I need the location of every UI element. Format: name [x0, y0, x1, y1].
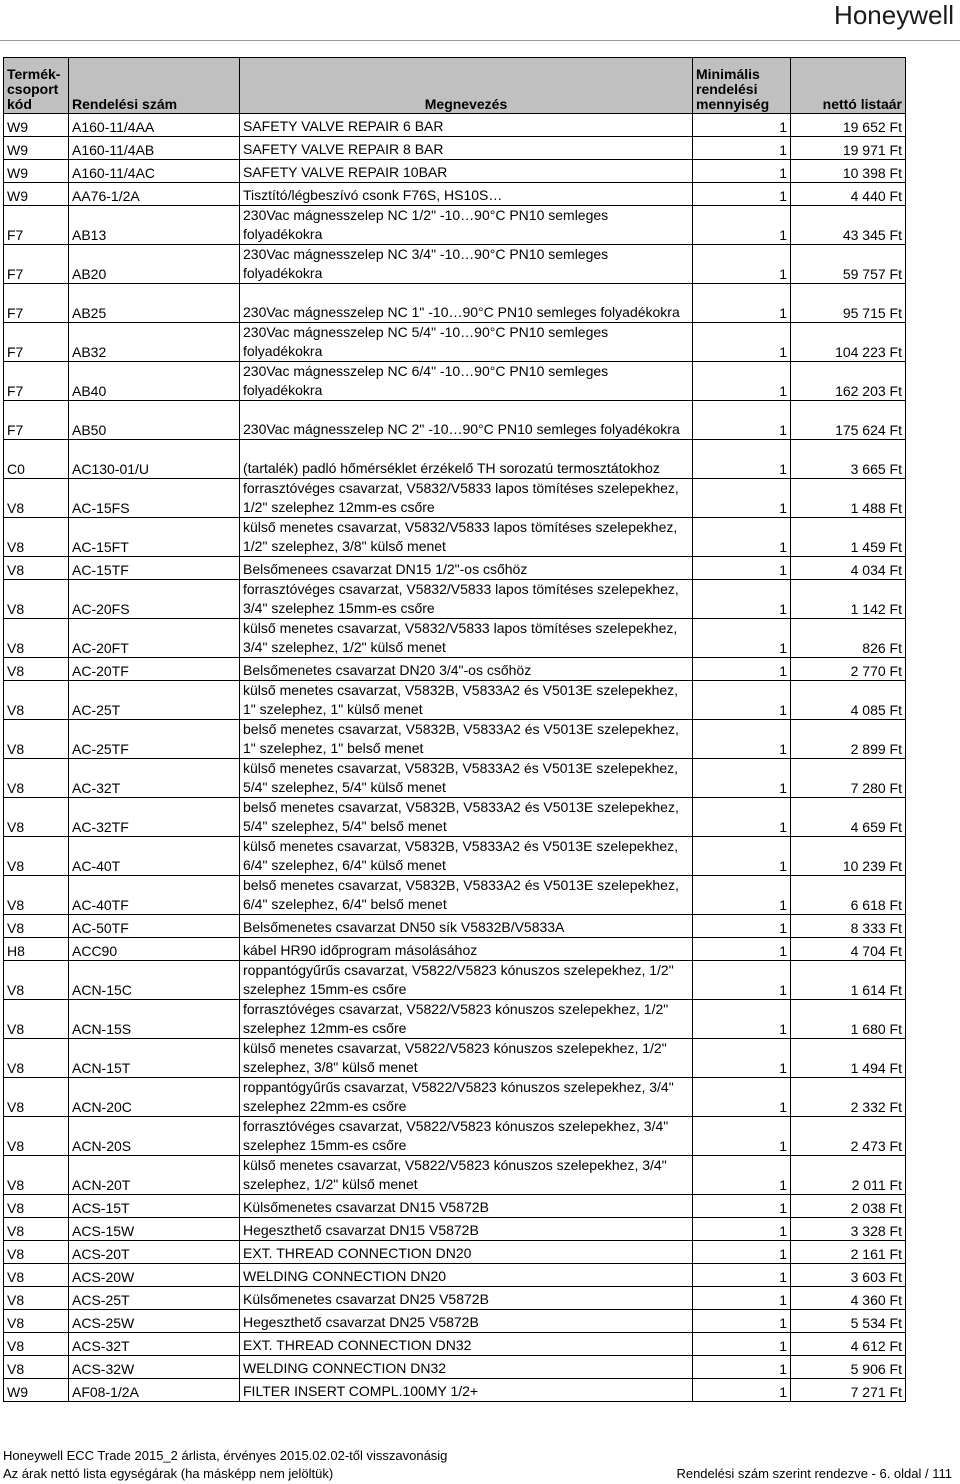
header-order-number: Rendelési szám: [69, 58, 240, 114]
footer-validity: Honeywell ECC Trade 2015_2 árlista, érvényes 2015.02.02-től visszavonásig: [3, 1448, 448, 1463]
order-number-cell: A160-11/4AB: [69, 137, 240, 160]
min-quantity-cell: 1: [693, 1078, 791, 1117]
order-number-cell: A160-11/4AA: [69, 114, 240, 137]
min-quantity-cell: 1: [693, 1156, 791, 1195]
table-row: [4, 720, 906, 759]
product-group-cell: V8: [4, 1241, 69, 1264]
min-quantity-cell: 1: [693, 206, 791, 245]
order-number-cell: ACS-15W: [69, 1218, 240, 1241]
description-cell: SAFETY VALVE REPAIR 6 BAR: [240, 114, 693, 137]
table-row: [4, 1333, 906, 1356]
table-row: [4, 961, 906, 1000]
description-cell: Tisztító/légbeszívó csonk F76S, HS10S…: [240, 183, 693, 206]
min-quantity-cell: 1: [693, 720, 791, 759]
net-price-cell: 19 652 Ft: [791, 114, 906, 137]
order-number-cell: ACS-20W: [69, 1264, 240, 1287]
order-number-cell: AC-15TF: [69, 557, 240, 580]
net-price-cell: 95 715 Ft: [791, 284, 906, 323]
min-quantity-cell: 1: [693, 114, 791, 137]
net-price-cell: 3 603 Ft: [791, 1264, 906, 1287]
description-cell: belső menetes csavarzat, V5832B, V5833A2 és V5013E szelepekhez, 5/4" szelephez, 5/4" belső menet: [240, 798, 693, 837]
description-cell: FILTER INSERT COMPL.100MY 1/2+: [240, 1379, 693, 1402]
brand-logo-text: Honeywell: [834, 0, 954, 30]
table-row: [4, 1117, 906, 1156]
table-body: [4, 114, 906, 1402]
table-row: [4, 759, 906, 798]
order-number-cell: AA76-1/2A: [69, 183, 240, 206]
net-price-cell: 1 488 Ft: [791, 479, 906, 518]
table-row: [4, 938, 906, 961]
table-row: [4, 1379, 906, 1402]
table-row: [4, 1241, 906, 1264]
product-group-cell: V8: [4, 1310, 69, 1333]
order-number-cell: AC130-01/U: [69, 440, 240, 479]
order-number-cell: AC-20TF: [69, 658, 240, 681]
min-quantity-cell: 1: [693, 961, 791, 1000]
order-number-cell: AC-25T: [69, 681, 240, 720]
order-number-cell: AC-20FT: [69, 619, 240, 658]
net-price-cell: 4 360 Ft: [791, 1287, 906, 1310]
order-number-cell: ACN-15T: [69, 1039, 240, 1078]
table-row: [4, 206, 906, 245]
description-cell: EXT. THREAD CONNECTION DN32: [240, 1333, 693, 1356]
min-quantity-cell: 1: [693, 1117, 791, 1156]
product-group-cell: F7: [4, 401, 69, 440]
description-cell: Hegeszthető csavarzat DN25 V5872B: [240, 1310, 693, 1333]
min-quantity-cell: 1: [693, 401, 791, 440]
net-price-cell: 7 271 Ft: [791, 1379, 906, 1402]
description-cell: 230Vac mágnesszelep NC 6/4" -10…90°C PN10 semleges folyadékokra: [240, 362, 693, 401]
product-group-cell: V8: [4, 557, 69, 580]
product-group-cell: V8: [4, 915, 69, 938]
product-group-cell: V8: [4, 759, 69, 798]
product-group-cell: V8: [4, 876, 69, 915]
product-group-cell: V8: [4, 1218, 69, 1241]
table-row: [4, 837, 906, 876]
order-number-cell: AB20: [69, 245, 240, 284]
net-price-cell: 4 440 Ft: [791, 183, 906, 206]
order-number-cell: ACN-20T: [69, 1156, 240, 1195]
min-quantity-cell: 1: [693, 1241, 791, 1264]
table-row: [4, 245, 906, 284]
description-cell: (tartalék) padló hőmérséklet érzékelő TH sorozatú termosztátokhoz: [240, 440, 693, 479]
min-quantity-cell: 1: [693, 1218, 791, 1241]
table-row: [4, 323, 906, 362]
product-group-cell: F7: [4, 206, 69, 245]
order-number-cell: AC-40T: [69, 837, 240, 876]
order-number-cell: A160-11/4AC: [69, 160, 240, 183]
product-group-cell: H8: [4, 938, 69, 961]
order-number-cell: AB40: [69, 362, 240, 401]
description-cell: külső menetes csavarzat, V5832B, V5833A2 és V5013E szelepekhez, 1" szelephez, 1" külső menet: [240, 681, 693, 720]
description-cell: roppantógyűrűs csavarzat, V5822/V5823 kónuszos szelepekhez, 3/4" szelephez 22mm-es csőre: [240, 1078, 693, 1117]
product-group-cell: V8: [4, 580, 69, 619]
table-row: [4, 1356, 906, 1379]
table-row: [4, 440, 906, 479]
min-quantity-cell: 1: [693, 137, 791, 160]
min-quantity-cell: 1: [693, 915, 791, 938]
product-group-cell: V8: [4, 1356, 69, 1379]
footer-notes: [3, 1466, 958, 1481]
table-row: [4, 284, 906, 323]
net-price-cell: 2 473 Ft: [791, 1117, 906, 1156]
order-number-cell: AC-15FS: [69, 479, 240, 518]
table-row: [4, 1195, 906, 1218]
table-row: [4, 557, 906, 580]
order-number-cell: AC-25TF: [69, 720, 240, 759]
net-price-cell: 7 280 Ft: [791, 759, 906, 798]
product-group-cell: V8: [4, 1333, 69, 1356]
header-min-quantity: Minimális rendelési mennyiség: [693, 58, 791, 114]
net-price-cell: 19 971 Ft: [791, 137, 906, 160]
table-header-row: [4, 58, 906, 114]
order-number-cell: ACS-32T: [69, 1333, 240, 1356]
product-group-cell: F7: [4, 362, 69, 401]
net-price-cell: 1 680 Ft: [791, 1000, 906, 1039]
table-row: [4, 114, 906, 137]
min-quantity-cell: 1: [693, 580, 791, 619]
min-quantity-cell: 1: [693, 681, 791, 720]
order-number-cell: AC-50TF: [69, 915, 240, 938]
product-group-cell: W9: [4, 1379, 69, 1402]
table-row: [4, 1000, 906, 1039]
product-group-cell: F7: [4, 245, 69, 284]
min-quantity-cell: 1: [693, 1333, 791, 1356]
product-group-cell: V8: [4, 798, 69, 837]
description-cell: Belsőmenetes csavarzat DN20 3/4"-os csőhöz: [240, 658, 693, 681]
table-row: [4, 658, 906, 681]
description-cell: forrasztóvéges csavarzat, V5822/V5823 kónuszos szelepekhez, 1/2" szelephez 12mm-es csőre: [240, 1000, 693, 1039]
min-quantity-cell: 1: [693, 876, 791, 915]
product-group-cell: V8: [4, 1156, 69, 1195]
order-number-cell: AB13: [69, 206, 240, 245]
min-quantity-cell: 1: [693, 759, 791, 798]
net-price-cell: 1 459 Ft: [791, 518, 906, 557]
description-cell: Belsőmenetes csavarzat DN50 sík V5832B/V5833A: [240, 915, 693, 938]
order-number-cell: ACS-25T: [69, 1287, 240, 1310]
description-cell: Külsőmenetes csavarzat DN15 V5872B: [240, 1195, 693, 1218]
product-group-cell: V8: [4, 1039, 69, 1078]
min-quantity-cell: 1: [693, 479, 791, 518]
min-quantity-cell: 1: [693, 518, 791, 557]
min-quantity-cell: 1: [693, 1356, 791, 1379]
net-price-cell: 8 333 Ft: [791, 915, 906, 938]
table-row: [4, 798, 906, 837]
net-price-cell: 6 618 Ft: [791, 876, 906, 915]
table-row: [4, 1310, 906, 1333]
description-cell: külső menetes csavarzat, V5832B, V5833A2 és V5013E szelepekhez, 5/4" szelephez, 5/4" külső menet: [240, 759, 693, 798]
table-row: [4, 1078, 906, 1117]
product-group-cell: V8: [4, 619, 69, 658]
header-net-price: nettó listaár: [791, 58, 906, 114]
order-number-cell: AB50: [69, 401, 240, 440]
table-row: [4, 681, 906, 720]
order-number-cell: AB32: [69, 323, 240, 362]
table-row: [4, 1218, 906, 1241]
product-group-cell: V8: [4, 479, 69, 518]
product-group-cell: W9: [4, 160, 69, 183]
product-group-cell: C0: [4, 440, 69, 479]
min-quantity-cell: 1: [693, 619, 791, 658]
order-number-cell: ACN-15C: [69, 961, 240, 1000]
brand-header: [0, 0, 960, 41]
min-quantity-cell: 1: [693, 440, 791, 479]
description-cell: Hegeszthető csavarzat DN15 V5872B: [240, 1218, 693, 1241]
order-number-cell: ACS-25W: [69, 1310, 240, 1333]
min-quantity-cell: 1: [693, 798, 791, 837]
description-cell: EXT. THREAD CONNECTION DN20: [240, 1241, 693, 1264]
order-number-cell: AC-15FT: [69, 518, 240, 557]
product-group-cell: V8: [4, 961, 69, 1000]
description-cell: külső menetes csavarzat, V5822/V5823 kónuszos szelepekhez, 1/2" szelephez, 3/8" külső menet: [240, 1039, 693, 1078]
description-cell: 230Vac mágnesszelep NC 1/2" -10…90°C PN10 semleges folyadékokra: [240, 206, 693, 245]
order-number-cell: AB25: [69, 284, 240, 323]
order-number-cell: ACS-15T: [69, 1195, 240, 1218]
description-cell: forrasztóvéges csavarzat, V5832/V5833 lapos tömítéses szelepekhez, 3/4" szelephez 15mm-es csőre: [240, 580, 693, 619]
description-cell: WELDING CONNECTION DN32: [240, 1356, 693, 1379]
net-price-cell: 10 398 Ft: [791, 160, 906, 183]
net-price-cell: 4 034 Ft: [791, 557, 906, 580]
net-price-cell: 4 659 Ft: [791, 798, 906, 837]
product-group-cell: V8: [4, 1000, 69, 1039]
net-price-cell: 2 332 Ft: [791, 1078, 906, 1117]
min-quantity-cell: 1: [693, 1287, 791, 1310]
product-group-cell: V8: [4, 720, 69, 759]
min-quantity-cell: 1: [693, 1264, 791, 1287]
description-cell: roppantógyűrűs csavarzat, V5822/V5823 kónuszos szelepekhez, 1/2" szelephez 15mm-es csőre: [240, 961, 693, 1000]
product-group-cell: V8: [4, 1078, 69, 1117]
net-price-cell: 3 665 Ft: [791, 440, 906, 479]
net-price-cell: 4 612 Ft: [791, 1333, 906, 1356]
description-cell: Belsőmenees csavarzat DN15 1/2"-os csőhöz: [240, 557, 693, 580]
description-cell: külső menetes csavarzat, V5832/V5833 lapos tömítéses szelepekhez, 3/4" szelephez, 1/2" külső menet: [240, 619, 693, 658]
table-row: [4, 479, 906, 518]
order-number-cell: AC-32TF: [69, 798, 240, 837]
table-row: [4, 401, 906, 440]
price-table: [3, 57, 906, 1402]
description-cell: 230Vac mágnesszelep NC 3/4" -10…90°C PN10 semleges folyadékokra: [240, 245, 693, 284]
min-quantity-cell: 1: [693, 284, 791, 323]
footer-price-note: Az árak nettó lista egységárak (ha másképp nem jelöltük): [3, 1466, 334, 1481]
min-quantity-cell: 1: [693, 1379, 791, 1402]
order-number-cell: ACS-20T: [69, 1241, 240, 1264]
description-cell: belső menetes csavarzat, V5832B, V5833A2 és V5013E szelepekhez, 1" szelephez, 1" belső menet: [240, 720, 693, 759]
table-row: [4, 160, 906, 183]
min-quantity-cell: 1: [693, 183, 791, 206]
product-group-cell: V8: [4, 837, 69, 876]
net-price-cell: 104 223 Ft: [791, 323, 906, 362]
product-group-cell: W9: [4, 183, 69, 206]
description-cell: 230Vac mágnesszelep NC 2" -10…90°C PN10 semleges folyadékokra: [240, 401, 693, 440]
min-quantity-cell: 1: [693, 1195, 791, 1218]
product-group-cell: V8: [4, 658, 69, 681]
order-number-cell: ACS-32W: [69, 1356, 240, 1379]
table-row: [4, 915, 906, 938]
net-price-cell: 1 614 Ft: [791, 961, 906, 1000]
product-group-cell: W9: [4, 114, 69, 137]
net-price-cell: 826 Ft: [791, 619, 906, 658]
min-quantity-cell: 1: [693, 1039, 791, 1078]
net-price-cell: 43 345 Ft: [791, 206, 906, 245]
net-price-cell: 59 757 Ft: [791, 245, 906, 284]
header-description: Megnevezés: [240, 58, 693, 114]
table-row: [4, 1287, 906, 1310]
table-row: [4, 1039, 906, 1078]
product-group-cell: W9: [4, 137, 69, 160]
product-group-cell: V8: [4, 518, 69, 557]
net-price-cell: 4 085 Ft: [791, 681, 906, 720]
min-quantity-cell: 1: [693, 938, 791, 961]
description-cell: külső menetes csavarzat, V5832B, V5833A2 és V5013E szelepekhez, 6/4" szelephez, 6/4" külső menet: [240, 837, 693, 876]
net-price-cell: 1 142 Ft: [791, 580, 906, 619]
min-quantity-cell: 1: [693, 160, 791, 183]
net-price-cell: 3 328 Ft: [791, 1218, 906, 1241]
net-price-cell: 2 038 Ft: [791, 1195, 906, 1218]
net-price-cell: 175 624 Ft: [791, 401, 906, 440]
footer-page-info: Rendelési szám szerint rendezve - 6. oldal / 111: [676, 1466, 952, 1481]
description-cell: WELDING CONNECTION DN20: [240, 1264, 693, 1287]
table-row: [4, 518, 906, 557]
product-group-cell: V8: [4, 681, 69, 720]
net-price-cell: 2 770 Ft: [791, 658, 906, 681]
net-price-cell: 5 534 Ft: [791, 1310, 906, 1333]
description-cell: 230Vac mágnesszelep NC 1" -10…90°C PN10 semleges folyadékokra: [240, 284, 693, 323]
table-row: [4, 619, 906, 658]
min-quantity-cell: 1: [693, 1310, 791, 1333]
description-cell: külső menetes csavarzat, V5822/V5823 kónuszos szelepekhez, 3/4" szelephez, 1/2" külső menet: [240, 1156, 693, 1195]
min-quantity-cell: 1: [693, 362, 791, 401]
order-number-cell: AF08-1/2A: [69, 1379, 240, 1402]
product-group-cell: V8: [4, 1264, 69, 1287]
order-number-cell: AC-40TF: [69, 876, 240, 915]
order-number-cell: ACC90: [69, 938, 240, 961]
net-price-cell: 162 203 Ft: [791, 362, 906, 401]
min-quantity-cell: 1: [693, 245, 791, 284]
table-row: [4, 183, 906, 206]
min-quantity-cell: 1: [693, 1000, 791, 1039]
description-cell: SAFETY VALVE REPAIR 10BAR: [240, 160, 693, 183]
net-price-cell: 10 239 Ft: [791, 837, 906, 876]
min-quantity-cell: 1: [693, 557, 791, 580]
net-price-cell: 2 161 Ft: [791, 1241, 906, 1264]
order-number-cell: ACN-15S: [69, 1000, 240, 1039]
net-price-cell: 2 899 Ft: [791, 720, 906, 759]
order-number-cell: ACN-20S: [69, 1117, 240, 1156]
table-row: [4, 362, 906, 401]
table-row: [4, 1156, 906, 1195]
order-number-cell: AC-32T: [69, 759, 240, 798]
table-row: [4, 876, 906, 915]
description-cell: forrasztóvéges csavarzat, V5822/V5823 kónuszos szelepekhez, 3/4" szelephez 15mm-es csőre: [240, 1117, 693, 1156]
product-group-cell: F7: [4, 323, 69, 362]
net-price-cell: 5 906 Ft: [791, 1356, 906, 1379]
description-cell: SAFETY VALVE REPAIR 8 BAR: [240, 137, 693, 160]
net-price-cell: 4 704 Ft: [791, 938, 906, 961]
description-cell: kábel HR90 időprogram másolásához: [240, 938, 693, 961]
table-row: [4, 580, 906, 619]
header-group-code: Termék- csoport kód: [4, 58, 69, 114]
description-cell: belső menetes csavarzat, V5832B, V5833A2 és V5013E szelepekhez, 6/4" szelephez, 6/4" belső menet: [240, 876, 693, 915]
product-group-cell: V8: [4, 1195, 69, 1218]
description-cell: 230Vac mágnesszelep NC 5/4" -10…90°C PN10 semleges folyadékokra: [240, 323, 693, 362]
order-number-cell: ACN-20C: [69, 1078, 240, 1117]
net-price-cell: 2 011 Ft: [791, 1156, 906, 1195]
description-cell: forrasztóvéges csavarzat, V5832/V5833 lapos tömítéses szelepekhez, 1/2" szelephez 12mm-es csőre: [240, 479, 693, 518]
description-cell: külső menetes csavarzat, V5832/V5833 lapos tömítéses szelepekhez, 1/2" szelephez, 3/8" külső menet: [240, 518, 693, 557]
order-number-cell: AC-20FS: [69, 580, 240, 619]
product-group-cell: F7: [4, 284, 69, 323]
table-row: [4, 1264, 906, 1287]
min-quantity-cell: 1: [693, 837, 791, 876]
product-group-cell: V8: [4, 1287, 69, 1310]
description-cell: Külsőmenetes csavarzat DN25 V5872B: [240, 1287, 693, 1310]
net-price-cell: 1 494 Ft: [791, 1039, 906, 1078]
min-quantity-cell: 1: [693, 323, 791, 362]
min-quantity-cell: 1: [693, 658, 791, 681]
table-row: [4, 137, 906, 160]
product-group-cell: V8: [4, 1117, 69, 1156]
